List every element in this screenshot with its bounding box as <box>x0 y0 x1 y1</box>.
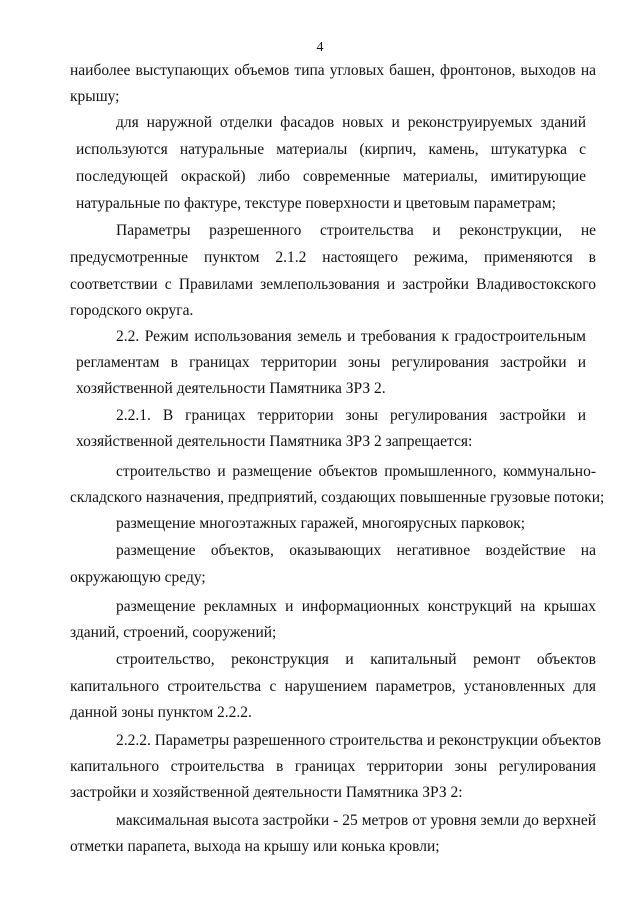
text-line: крышу; <box>70 88 120 105</box>
text-line: для наружной отделки фасадов новых и реконструируемых зданий <box>116 114 586 131</box>
text-line: Параметры разрешенного строительства и реконструкции, не <box>116 222 596 239</box>
text-line: 2.2.2. Параметры разрешенного строительства и реконструкции объектов <box>116 732 602 749</box>
text-line: натуральные по фактуре, текстуре поверхности и цветовым параметрам; <box>76 195 556 212</box>
page-number: 4 <box>316 40 324 55</box>
text-line: размещение многоэтажных гаражей, многоярусных парковок; <box>116 515 526 532</box>
text-line: используются натуральные материалы (кирпич, камень, штукатурка с <box>76 141 586 158</box>
text-line: складского назначения, предприятий, создающих повышенные грузовые потоки; <box>70 489 605 506</box>
section-heading-line: регламентам в границах территории зоны регулирования застройки и <box>76 354 586 371</box>
text-line: размещение рекламных и информационных конструкций на крышах <box>116 598 596 615</box>
text-line: максимальная высота застройки - 25 метров от уровня земли до верхней <box>116 812 596 829</box>
section-heading-line: 2.2. Режим использования земель и требования к градостроительным <box>116 328 586 345</box>
text-line: наиболее выступающих объемов типа угловых башен, фронтонов, выходов на <box>70 62 596 79</box>
text-line: строительство и размещение объектов промышленного, коммунально- <box>116 463 596 480</box>
text-line: зданий, строений, сооружений; <box>70 624 277 641</box>
text-line: хозяйственной деятельности Памятника ЗРЗ 2 запрещается: <box>76 433 473 450</box>
text-line: застройки и хозяйственной деятельности Памятника ЗРЗ 2: <box>70 784 463 801</box>
text-line: размещение объектов, оказывающих негативное воздействие на <box>116 542 596 559</box>
text-line: капитального строительства в границах территории зоны регулирования <box>70 758 596 775</box>
text-line: капитального строительства с нарушением параметров, установленных для <box>70 678 596 695</box>
text-line: городского округа. <box>70 302 194 319</box>
text-line: отметки парапета, выхода на крышу или конька кровли; <box>70 838 440 855</box>
text-line: соответствии с Правилами землепользования и застройки Владивостокского <box>70 276 596 293</box>
text-line: строительство, реконструкция и капитальный ремонт объектов <box>116 651 596 668</box>
text-line: предусмотренные пунктом 2.1.2 настоящего режима, применяются в <box>70 249 596 266</box>
text-line: окружающую среду; <box>70 569 206 586</box>
text-line: 2.2.1. В границах территории зоны регулирования застройки и <box>116 407 586 424</box>
text-line: последующей окраской) либо современные материалы, имитирующие <box>76 168 586 185</box>
text-line: данной зоны пунктом 2.2.2. <box>70 704 252 721</box>
section-heading-line: хозяйственной деятельности Памятника ЗРЗ 2. <box>76 380 386 397</box>
